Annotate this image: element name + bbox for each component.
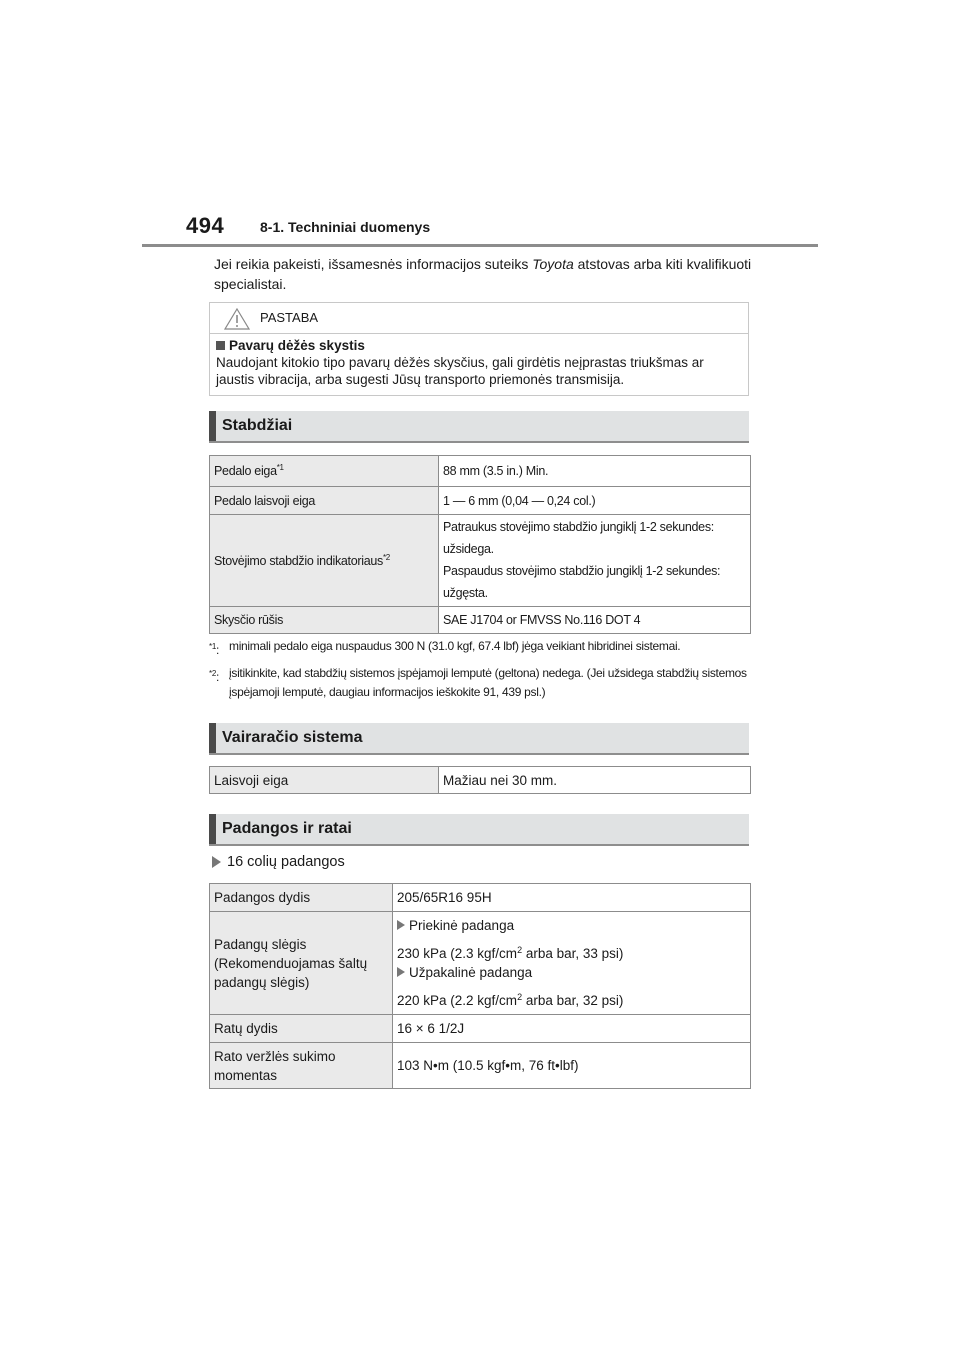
footnote-2: $^{*2}$: įsitikinkite, kad stabdžių sistemos įspėjamoji lemputė (geltona) nedega. (Jei užsidega stabdžių sistemos įspėjamoji lemputė, daugiau informacijos ieškokite 91, 439 psl.) [209, 666, 747, 699]
table-row [210, 1043, 751, 1089]
fluid-type-label: Skysčio rūšis [210, 607, 439, 634]
pedal-free-value: 1 — 6 mm (0,04 — 0,24 col.) [439, 487, 751, 515]
notice-subtitle: Pavarų dėžės skystis [216, 337, 742, 354]
table-row [210, 515, 751, 607]
notice-text: Naudojant kitokio tipo pavarų dėžės skysčius, gali girdėtis neįprastas triukšmas ar jaustis vibracija, arba sugesti Jūsų transporto priemonės transmisija. [216, 355, 704, 387]
brakes-table [209, 455, 751, 634]
tire-size-label: Padangos dydis [210, 884, 393, 912]
notice-label: PASTABA [260, 310, 319, 325]
lug-nut-torque-label: Rato veržlės sukimo momentas [210, 1043, 393, 1089]
notice-header [210, 303, 748, 334]
brakes-heading: Stabdžiai [209, 411, 749, 443]
brand-name: Toyota [532, 256, 574, 272]
tire-pressure-label: Padangų slėgis (Rekomenduojamas šaltų padangų slėgis) [210, 912, 393, 1015]
table-row [210, 487, 751, 515]
tire-size-value: 205/65R16 95H [393, 884, 751, 912]
table-row [210, 1015, 751, 1043]
warning-triangle-icon [224, 308, 250, 330]
tires-table [209, 883, 751, 1089]
header-divider [142, 244, 818, 247]
parking-indicator-label: Stovėjimo stabdžio indikatoriaus$^{*2}$ [210, 515, 439, 607]
section-title: 8-1. Techniniai duomenys [260, 219, 431, 235]
pedal-free-label: Pedalo laisvoji eiga [210, 487, 439, 515]
table-row [210, 456, 751, 487]
triangle-bullet-icon [397, 920, 405, 930]
table-row [210, 767, 751, 794]
square-bullet-icon [216, 341, 225, 350]
triangle-bullet-icon [397, 967, 405, 977]
pedal-travel-value: 88 mm (3.5 in.) Min. [439, 456, 751, 487]
table-row [210, 607, 751, 634]
footnote-1: $^{*1}$: minimali pedalo eiga nuspaudus 300 N (31.0 kgf, 67.4 lbf) jėga veikiant hibridinei sistemai. [209, 639, 681, 657]
parking-indicator-value: Patraukus stovėjimo stabdžio jungiklį 1-2 sekundes: užsidega. Paspaudus stovėjimo stabdžio jungiklį 1-2 sekundes: užgęsta. [439, 515, 751, 607]
steering-table [209, 766, 751, 794]
steering-heading: Vairaračio sistema [209, 723, 749, 755]
table-row [210, 884, 751, 912]
free-play-value: Mažiau nei 30 mm. [439, 767, 751, 794]
tires-subheading: 16 colių padangos [212, 854, 345, 870]
table-row [210, 912, 751, 1015]
intro-paragraph: Jei reikia pakeisti, išsamesnės informacijos suteiks Toyota atstovas arba kiti kvalifikuoti specialistai. [214, 256, 752, 292]
free-play-label: Laisvoji eiga [210, 767, 439, 794]
pedal-travel-label: Pedalo eiga$^{*1}$ [210, 456, 439, 487]
brakes-footnotes [209, 637, 769, 702]
wheel-size-label: Ratų dydis [210, 1015, 393, 1043]
notice-box [209, 302, 749, 396]
wheel-size-value: 16 × 6 1/2J [393, 1015, 751, 1043]
page-number: 494 [186, 213, 225, 238]
lug-nut-torque-value: 103 N•m (10.5 kgf•m, 76 ft•lbf) [393, 1043, 751, 1089]
triangle-bullet-icon [212, 856, 221, 868]
tire-pressure-value: Priekinė padanga 230 kPa (2.3 kgf/$cm^2$ arba bar, 33 psi) Užpakalinė padanga 220 kPa (2.2 kgf/$cm^2$ arba bar, 32 psi) [393, 912, 751, 1015]
fluid-type-value: SAE J1704 or FMVSS No.116 DOT 4 [439, 607, 751, 634]
tires-heading: Padangos ir ratai [209, 814, 749, 846]
